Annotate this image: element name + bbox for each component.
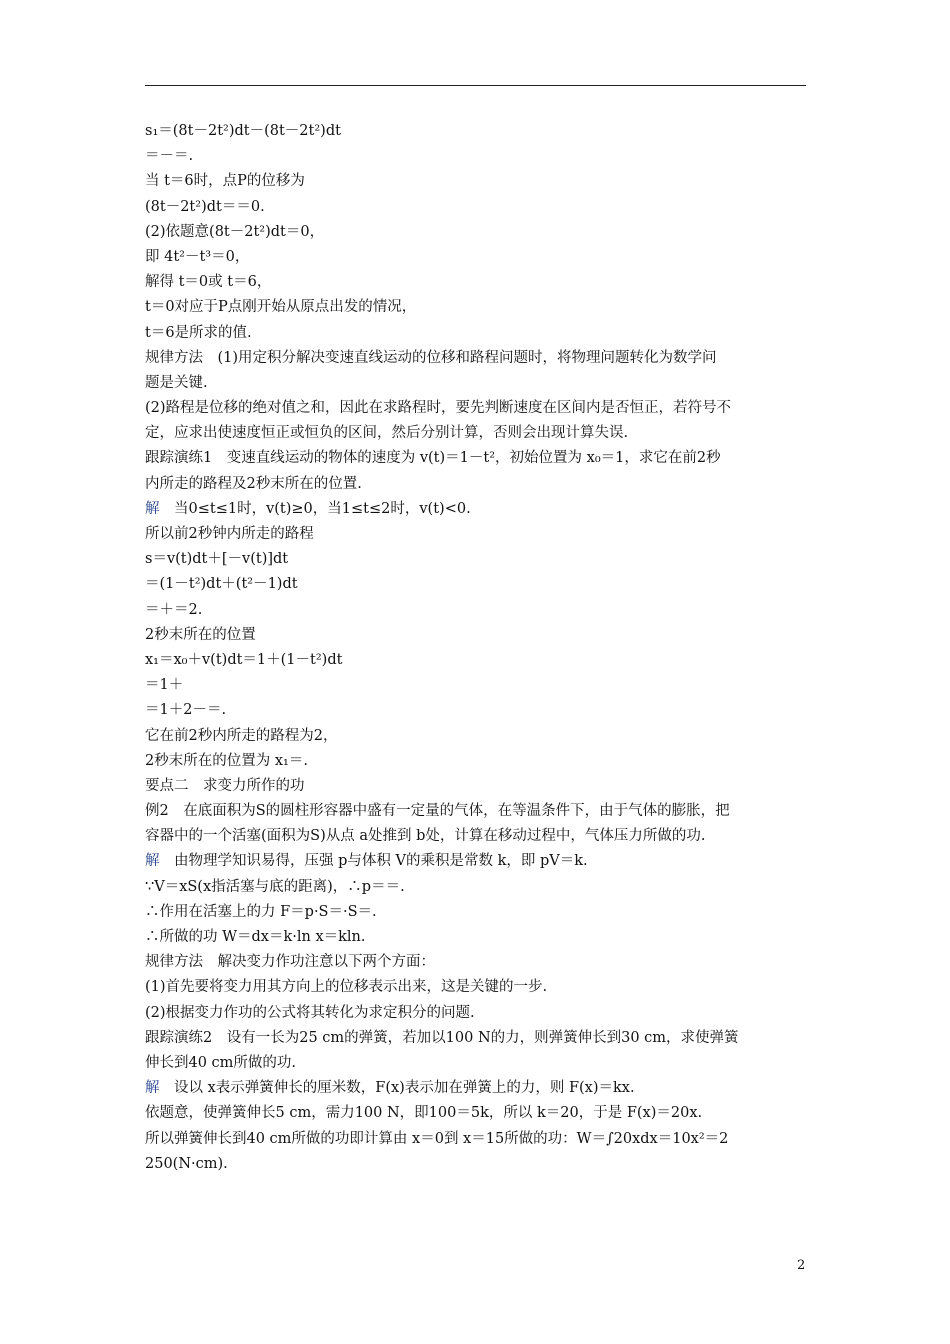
- text-line: t＝0对应于P点刚开始从原点出发的情况，: [145, 299, 417, 316]
- text-line: ∴所做的功 W＝dx＝k·ln x＝kln.: [145, 929, 366, 945]
- page-number: 2: [797, 1258, 806, 1273]
- text-line: ＝－＝.: [145, 148, 194, 165]
- text-line: 规律方法 解决变力作功注意以下两个方面：: [145, 954, 435, 971]
- text-line: t＝6是所求的值.: [145, 324, 252, 341]
- text-line: (8t－2t²)dt＝＝0.: [145, 198, 265, 215]
- text-line: 250(N·cm).: [145, 1155, 228, 1172]
- solve-label: 解: [145, 1080, 160, 1097]
- text-line: 当 t＝6时，点P的位移为: [145, 173, 305, 190]
- text-line: 2秒末所在的位置: [145, 626, 256, 643]
- text-line: ＝(1－t²)dt＋(t²－1)dt: [145, 576, 298, 593]
- solve-label: 解: [145, 500, 160, 517]
- text-line: 所以弹簧伸长到40 cm所做的功即计算由 x＝0到 x＝15所做的功：W＝∫20xdx＝10x²＝2: [145, 1130, 729, 1147]
- text-line: ＝＋＝2.: [145, 601, 203, 618]
- text-line: x₁＝x₀＋v(t)dt＝1＋(1－t²)dt: [145, 651, 343, 668]
- text-line: ∴作用在活塞上的力 F＝p·S＝·S＝.: [145, 903, 377, 920]
- header-rule: [145, 85, 806, 86]
- text-line: 定，应求出使速度恒正或恒负的区间，然后分别计算，否则会出现计算失误.: [145, 425, 629, 442]
- text-line: ∵V＝xS(x指活塞与底的距离)，∴p＝＝.: [145, 878, 405, 895]
- text-line: 由物理学知识易得，压强 p与体积 V的乘积是常数 k，即 pV＝k.: [159, 853, 588, 870]
- page-body: [145, 119, 807, 1177]
- text-line: 例2 在底面积为S的圆柱形容器中盛有一定量的气体，在等温条件下，由于气体的膨胀，把: [145, 803, 730, 820]
- solution-line: [145, 1076, 807, 1101]
- text-line: ＝1＋: [145, 677, 184, 694]
- text-line: (2)路程是位移的绝对值之和，因此在求路程时，要先判断速度在区间内是否恒正，若符号不: [145, 400, 732, 417]
- text-line: 设以 x表示弹簧伸长的厘米数，F(x)表示加在弹簧上的力，则 F(x)＝kx.: [159, 1080, 635, 1097]
- text-line: s₁＝(8t－2t²)dt－(8t－2t²)dt: [145, 123, 341, 139]
- text-line: 2秒末所在的位置为 x₁＝.: [145, 752, 308, 769]
- text-line: (1)首先要将变力用其方向上的位移表示出来，这是关键的一步.: [145, 979, 548, 996]
- solve-label: 解: [145, 853, 160, 870]
- text-line: 跟踪演练2 设有一长为25 cm的弹簧，若加以100 N的力，则弹簧伸长到30 cm，求使弹簧: [145, 1029, 739, 1046]
- text-line: 规律方法 (1)用定积分解决变速直线运动的位移和路程问题时，将物理问题转化为数学问: [145, 349, 717, 366]
- solution-line: [145, 849, 807, 874]
- text-line: s＝v(t)dt＋[－v(t)]dt: [145, 551, 289, 568]
- solution-line: [145, 497, 807, 522]
- text-line: 内所走的路程及2秒末所在的位置.: [145, 475, 362, 492]
- text-line: 容器中的一个活塞(面积为S)从点 a处推到 b处，计算在移动过程中，气体压力所做的功.: [145, 828, 706, 845]
- text-line: (2)根据变力作功的公式将其转化为求定积分的问题.: [145, 1004, 475, 1021]
- text-line: 伸长到40 cm所做的功.: [145, 1054, 297, 1071]
- text-line: 跟踪演练1 变速直线运动的物体的速度为 v(t)＝1－t²，初始位置为 x₀＝1，求它在前2秒: [145, 450, 721, 467]
- section-heading: 要点二 求变力所作的功: [145, 777, 305, 794]
- text-line: ＝1＋2－＝.: [145, 702, 227, 719]
- text-line: (2)依题意(8t－2t²)dt＝0，: [145, 223, 325, 240]
- text-line: 当0≤t≤1时，v(t)≥0，当1≤t≤2时，v(t)<0.: [159, 500, 471, 517]
- text-line: 即 4t²－t³＝0，: [145, 248, 250, 265]
- text-line: 依题意，使弹簧伸长5 cm，需力100 N，即100＝5k，所以 k＝20，于是 F(x)＝20x.: [145, 1105, 703, 1122]
- text-line: 它在前2秒内所走的路程为2，: [145, 727, 338, 744]
- text-line: 所以前2秒钟内所走的路程: [145, 526, 314, 542]
- text-line: 解得 t＝0或 t＝6，: [145, 274, 272, 291]
- text-line: 题是关键.: [145, 374, 208, 391]
